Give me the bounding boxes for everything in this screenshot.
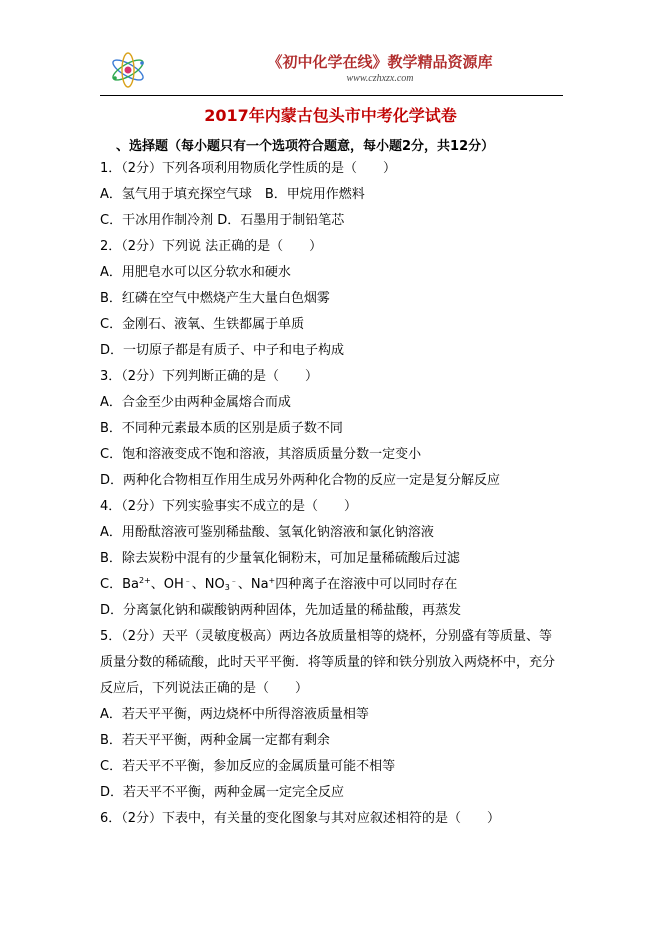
question-5-stem-line-1: 5．（2分）天平（灵敏度极高）两边各放质量相等的烧杯，分别盛有等质量、等: [100, 629, 553, 644]
question-5-option-c: C．若天平不平衡，参加反应的金属质量可能不相等: [100, 759, 396, 774]
atom-logo-icon: [108, 51, 148, 89]
question-3-option-c: C．饱和溶液变成不饱和溶液，其溶质质量分数一定变小: [100, 447, 422, 462]
question-4-option-c: [100, 577, 457, 593]
question-2-option-c: C．金刚石、液氧、生铁都属于单质: [100, 317, 305, 332]
question-4-stem: 4．（2分）下列实验事实不成立的是（ ）: [100, 499, 358, 514]
header-divider: [100, 95, 563, 96]
question-1-options-cd: C．干冰用作制冷剂 D．石墨用于制铅笔芯: [100, 213, 345, 228]
option-c-prefix: C．: [100, 577, 123, 592]
question-5-stem-line-2: 质量分数的稀硫酸，此时天平平衡．将等质量的锌和铁分别放入两烧杯中，充分: [100, 655, 556, 670]
banner-url: www.czhxzx.com: [346, 73, 414, 84]
question-5-option-a: A．若天平平衡，两边烧杯中所得溶液质量相等: [100, 707, 369, 722]
ion-barium: Ba: [122, 577, 139, 592]
question-1-stem: 1．（2分）下列各项利用物质化学性质的是（ ）: [100, 161, 397, 176]
question-4-option-d: D．分离氯化钠和碳酸钠两种固体，先加适量的稀盐酸，再蒸发: [100, 603, 462, 618]
ion-hydroxide-charge: ﹣: [183, 576, 192, 585]
question-2-option-d: D．一切原子都是有质子、中子和电子构成: [100, 343, 345, 358]
ion-nitrate: 、NO: [191, 577, 225, 592]
question-2-stem: 2．（2分）下列说 法正确的是（ ）: [100, 239, 323, 254]
question-2-option-a: A．用肥皂水可以区分软水和硬水: [100, 265, 291, 280]
section-heading: 、选择题（每小题只有一个选项符合题意，每小题2分，共12分）: [116, 139, 495, 154]
question-5-stem-line-3: 反应后，下列说法正确的是（ ）: [100, 681, 309, 696]
ion-nitrate-charge: ﹣: [229, 576, 238, 585]
banner-title: 《初中化学在线》教学精品资源库: [267, 53, 493, 71]
option-c-rest: 四种离子在溶液中可以同时存在: [275, 577, 458, 592]
question-3-option-b: B．不同种元素最本质的区别是质子数不同: [100, 421, 343, 436]
exam-title: 2017年内蒙古包头市中考化学试卷: [204, 106, 457, 125]
ion-barium-charge: 2+: [138, 576, 151, 585]
question-4-option-a: A．用酚酞溶液可鉴别稀盐酸、氢氧化钠溶液和氯化钠溶液: [100, 525, 434, 540]
question-3-option-d: D．两种化合物相互作用生成另外两种化合物的反应一定是复分解反应: [100, 473, 501, 488]
header-banner: [100, 47, 563, 94]
question-5-option-d: D．若天平不平衡，两种金属一定完全反应: [100, 785, 345, 800]
question-4-option-b: B．除去炭粉中混有的少量氧化铜粉末，可加足量稀硫酸后过滤: [100, 551, 460, 566]
question-3-option-a: A．合金至少由两种金属熔合而成: [100, 395, 291, 410]
ion-sodium-charge: +: [268, 576, 276, 585]
question-2-option-b: B．红磷在空气中燃烧产生大量白色烟雾: [100, 291, 330, 306]
ion-nitrate-subscript: 3: [224, 583, 230, 592]
question-3-stem: 3．（2分）下列判断正确的是（ ）: [100, 369, 319, 384]
question-1-options-ab: A．氢气用于填充探空气球 B．甲烷用作燃料: [100, 187, 365, 202]
question-6-stem: 6．（2分）下表中，有关量的变化图象与其对应叙述相符的是（ ）: [100, 811, 501, 826]
question-5-option-b: B．若天平平衡，两种金属一定都有剩余: [100, 733, 330, 748]
ion-hydroxide: 、OH: [150, 577, 184, 592]
ion-sodium: 、Na: [237, 577, 269, 592]
